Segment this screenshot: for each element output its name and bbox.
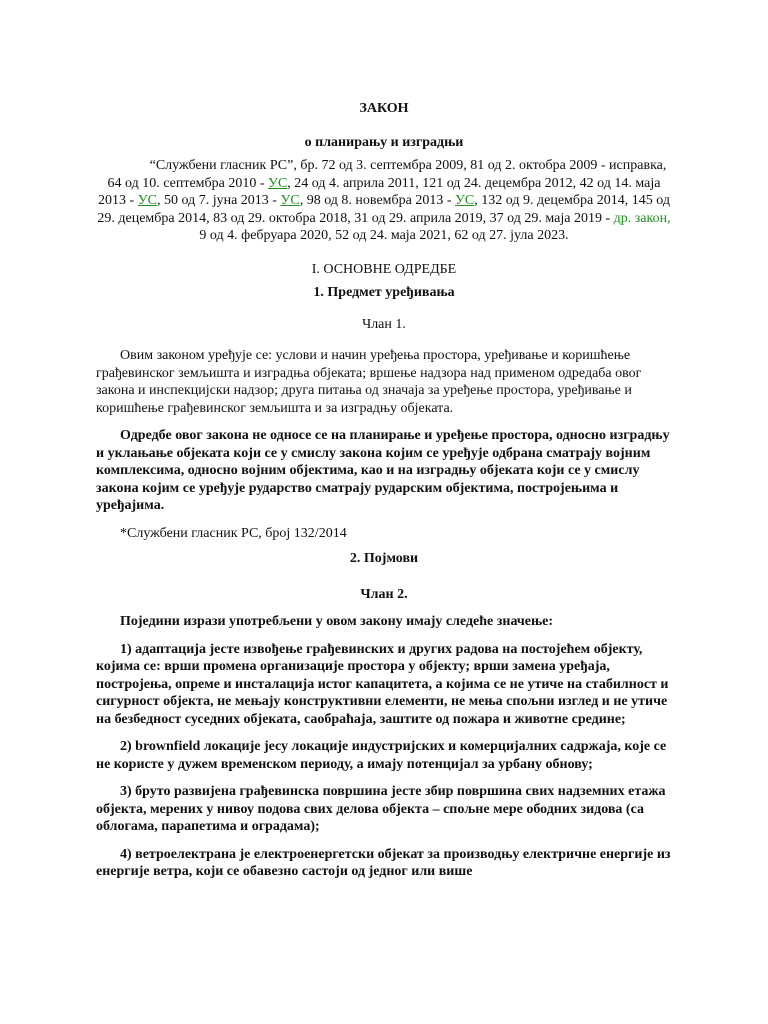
gazette-text-part-6: 9 од 4. фебруара 2020, 52 од 24. маја 2021, 62 од 27. јула 2023.	[199, 228, 569, 243]
article-2-label: Члан 2.	[360, 586, 408, 602]
gazette-text-part-4: , 98 од 8. новембра 2013 -	[299, 193, 456, 208]
official-gazette-reference	[96, 157, 672, 245]
constitutional-court-link-2[interactable]: УС	[137, 193, 157, 208]
article-1-paragraph-2: Одредбе овог закона не односе се на планирање и уређење простора, односно изградњу и уклањање објеката који се у смислу закона којим се уређује одбрана сматрају војним комплексима, односно војним објектима, као и на изградњу објеката који се у смислу закона којим се уређује рударство сматрају рударским објектима, постројењима и уређајима.	[96, 428, 670, 513]
heading-subject-matter: 1. Предмет уређивања	[313, 285, 455, 300]
section-heading-basic-provisions: I. ОСНОВНЕ ОДРЕДБЕ	[311, 261, 457, 277]
gazette-text-part-5: , 132 од 9. децембра 2014, 145 од 29. децембра 2014, 83 од 29. октобра 2018, 31 од 29. априла 2019, 37 од 29. маја 2019 -	[97, 193, 670, 226]
heading-terms: 2. Појмови	[349, 551, 419, 566]
article-1-paragraph-1: Овим законом уређује се: услови и начин уређења простора, уређивање и коришћење грађевинског земљишта и изградња објеката; вршење надзора над применом одредаба овог закона и инспекцијски надзор; друга питања од значаја за уређење простора, уређивање и коришћење грађевинског земљишта и за изградњу објеката.	[96, 348, 642, 416]
constitutional-court-link-3[interactable]: УС	[280, 193, 300, 208]
gazette-text-part-1: “Службени гласник РС”, бр. 72 од 3. септембра 2009, 81 од 2. октобра 2009 - исправка, 64 од 10. септембра 2010 -	[107, 158, 667, 191]
law-subtitle: о планирању и изградњи	[304, 134, 464, 150]
other-law-reference: др. закон,	[613, 210, 671, 226]
definition-item: 2) brownfield локације јесу локације индустријских и комерцијалних садржаја, које се не користе у дужем временском периоду, а имају потенцијал за урбану обнову;	[96, 739, 667, 772]
definition-item: 4) ветроелектрана је електроенергетски објекат за производњу електричне енергије из енергије ветра, који се обавезно састоји од једног или више	[96, 846, 671, 879]
definition-item: 3) бруто развијена грађевинска површина јесте збир површина свих надземних етажа објекта, мерених у нивоу подова свих делова објекта – спољне мере ободних зидова (са облогама, парапетима и оградама);	[96, 784, 666, 834]
gazette-text-part-3: , 50 од 7. јуна 2013 -	[156, 193, 281, 208]
law-title: ЗАКОН	[359, 101, 409, 116]
definition-item: 1) адаптација јесте извођење грађевинских и других радова на постојећем објекту, којима се: врши промена организације простора у објекту; врши замена уређаја, постројења, опреме и инсталација истог капацитета, а којима се не утиче на стабилност и сигурност објекта, не мењају конструктивни елементи, не мења спољни изглед и не утиче на безбедност суседних објеката, саобраћаја, заштите од пожара и животне средине;	[96, 641, 669, 727]
article-1-footnote: *Службени гласник РС, број 132/2014	[120, 525, 347, 541]
constitutional-court-link-1[interactable]: УС	[268, 175, 288, 191]
gazette-text-part-2: , 24 од 4. априла 2011, 121 од 24. децембра 2012, 42 од 14. маја 2013 -	[98, 175, 661, 208]
article-1-label: Члан 1.	[362, 316, 406, 332]
article-2-intro: Поједини изрази употребљени у овом закону имају следеће значење:	[120, 614, 554, 629]
constitutional-court-link-4[interactable]: УС	[455, 193, 475, 208]
